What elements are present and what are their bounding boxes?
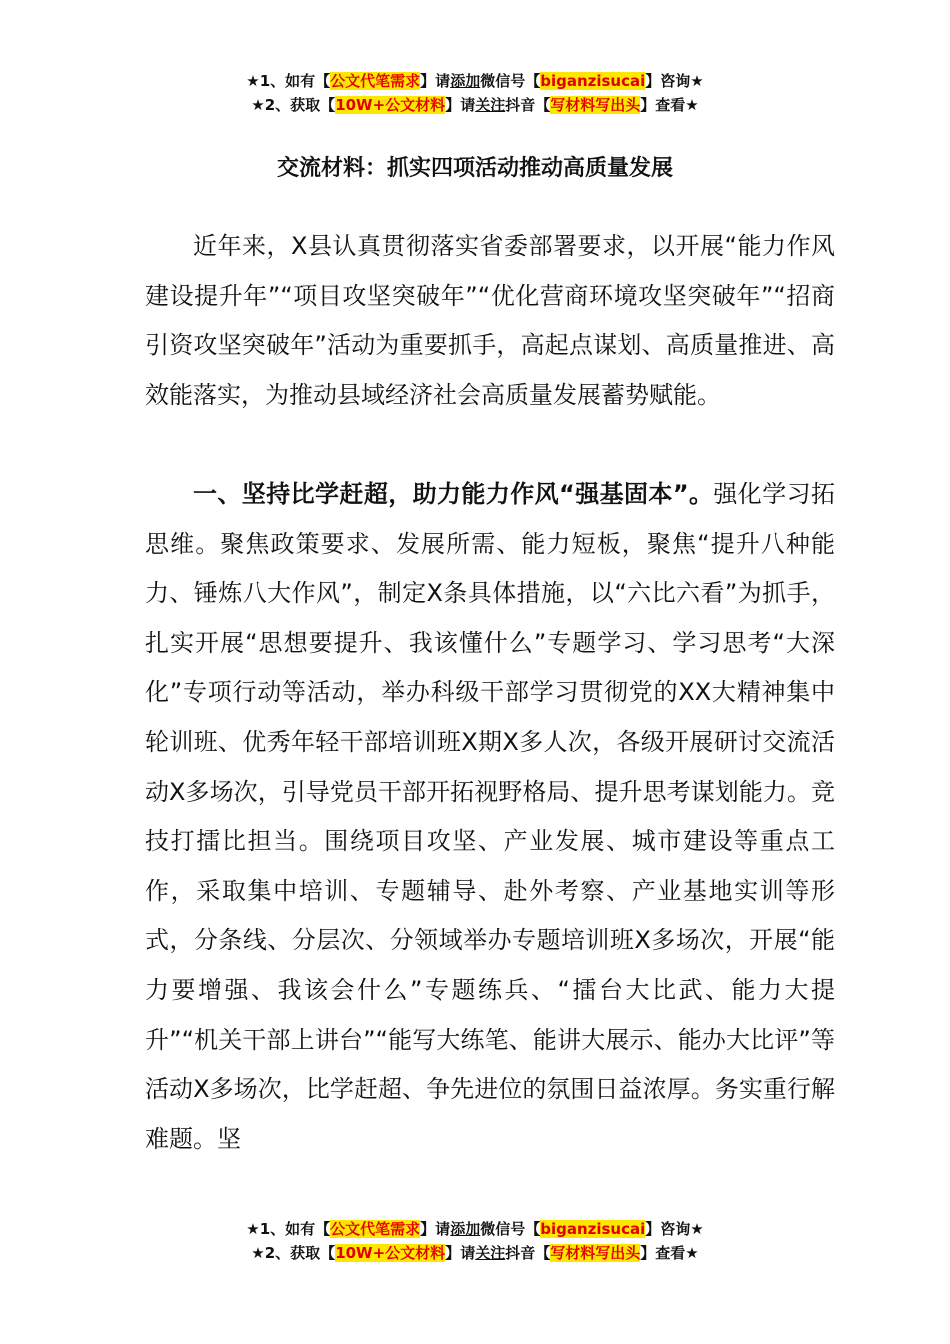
notice-highlight: 公文代笔需求 — [330, 1220, 421, 1238]
notice-underline: 添加 — [450, 72, 481, 90]
notice-text: 微信号【 — [480, 72, 541, 90]
paragraph-intro — [145, 222, 835, 420]
douyin-id-highlight: 写材料写出头 — [550, 1244, 641, 1262]
notice-highlight: 10W+公文材料 — [335, 96, 446, 114]
notice-text: 抖音【 — [505, 1244, 551, 1262]
douyin-id-highlight: 写材料写出头 — [550, 96, 641, 114]
section-body: 强化学习拓思维。聚焦政策要求、发展所需、能力短板，聚焦“提升八种能力、锤炼八大作风”，制定X条具体措施，以“六比六看”为抓手，扎实开展“思想要提升、我该懂什么”专题学习、学习思考“大深化”专项行动等活动，举办科级干部学习贯彻党的XX大精神集中轮训班、优秀年轻干部培训班X期X多人次，各级开展研讨交流活动X多场次，引导党员干部开拓视野格局、提升思考谋划能力。竞技打擂比担当。围绕项目攻坚、产业发展、城市建设等重点工作，采取集中培训、专题辅导、赴外考察、产业基地实训等形式，分条线、分层次、分领域举办专题培训班X多场次，开展“能力要增强、我该会什么”专题练兵、“擂台大比武、能力大提升”“机关干部上讲台”“能写大练笔、能讲大展示、能办大比评”等活动X多场次，比学赶超、争先进位的氛围日益浓厚。务实重行解难题。坚 — [145, 480, 835, 1153]
notice-suffix: 】咨询★ — [645, 1220, 704, 1238]
notice-suffix: 】咨询★ — [645, 72, 704, 90]
wechat-id-highlight: biganzisucai — [540, 72, 646, 90]
notice-prefix: ★1、如有【 — [246, 72, 331, 90]
notice-line-1-bottom — [0, 1218, 950, 1240]
notice-prefix: ★2、获取【 — [251, 96, 336, 114]
notice-underline: 关注 — [475, 96, 506, 114]
paragraph-text — [145, 470, 835, 1164]
notice-line-2-bottom — [0, 1242, 950, 1264]
notice-line-2-top — [0, 94, 950, 116]
notice-suffix: 】查看★ — [640, 96, 699, 114]
notice-prefix: ★1、如有【 — [246, 1220, 331, 1238]
paragraph-text: 近年来，X县认真贯彻落实省委部署要求，以开展“能力作风建设提升年”“项目攻坚突破年”“优化营商环境攻坚突破年”“招商引资攻坚突破年”活动为重要抓手，高起点谋划、高质量推进、高效能落实，为推动县域经济社会高质量发展蓄势赋能。 — [145, 232, 835, 409]
notice-text: 】请 — [445, 96, 476, 114]
notice-text: 】请 — [420, 72, 451, 90]
notice-text: 】请 — [420, 1220, 451, 1238]
notice-underline: 添加 — [450, 1220, 481, 1238]
paragraph-section-1 — [145, 470, 835, 1164]
notice-highlight: 10W+公文材料 — [335, 1244, 446, 1262]
notice-highlight: 公文代笔需求 — [330, 72, 421, 90]
notice-underline: 关注 — [475, 1244, 506, 1262]
notice-text: 微信号【 — [480, 1220, 541, 1238]
notice-suffix: 】查看★ — [640, 1244, 699, 1262]
notice-prefix: ★2、获取【 — [251, 1244, 336, 1262]
notice-text: 】请 — [445, 1244, 476, 1262]
document-title: 交流材料：抓实四项活动推动高质量发展 — [276, 156, 673, 181]
wechat-id-highlight: biganzisucai — [540, 1220, 646, 1238]
section-heading: 一、坚持比学赶超，助力能力作风“强基固本”。 — [193, 480, 714, 508]
notice-line-1-top — [0, 70, 950, 92]
notice-text: 抖音【 — [505, 96, 551, 114]
